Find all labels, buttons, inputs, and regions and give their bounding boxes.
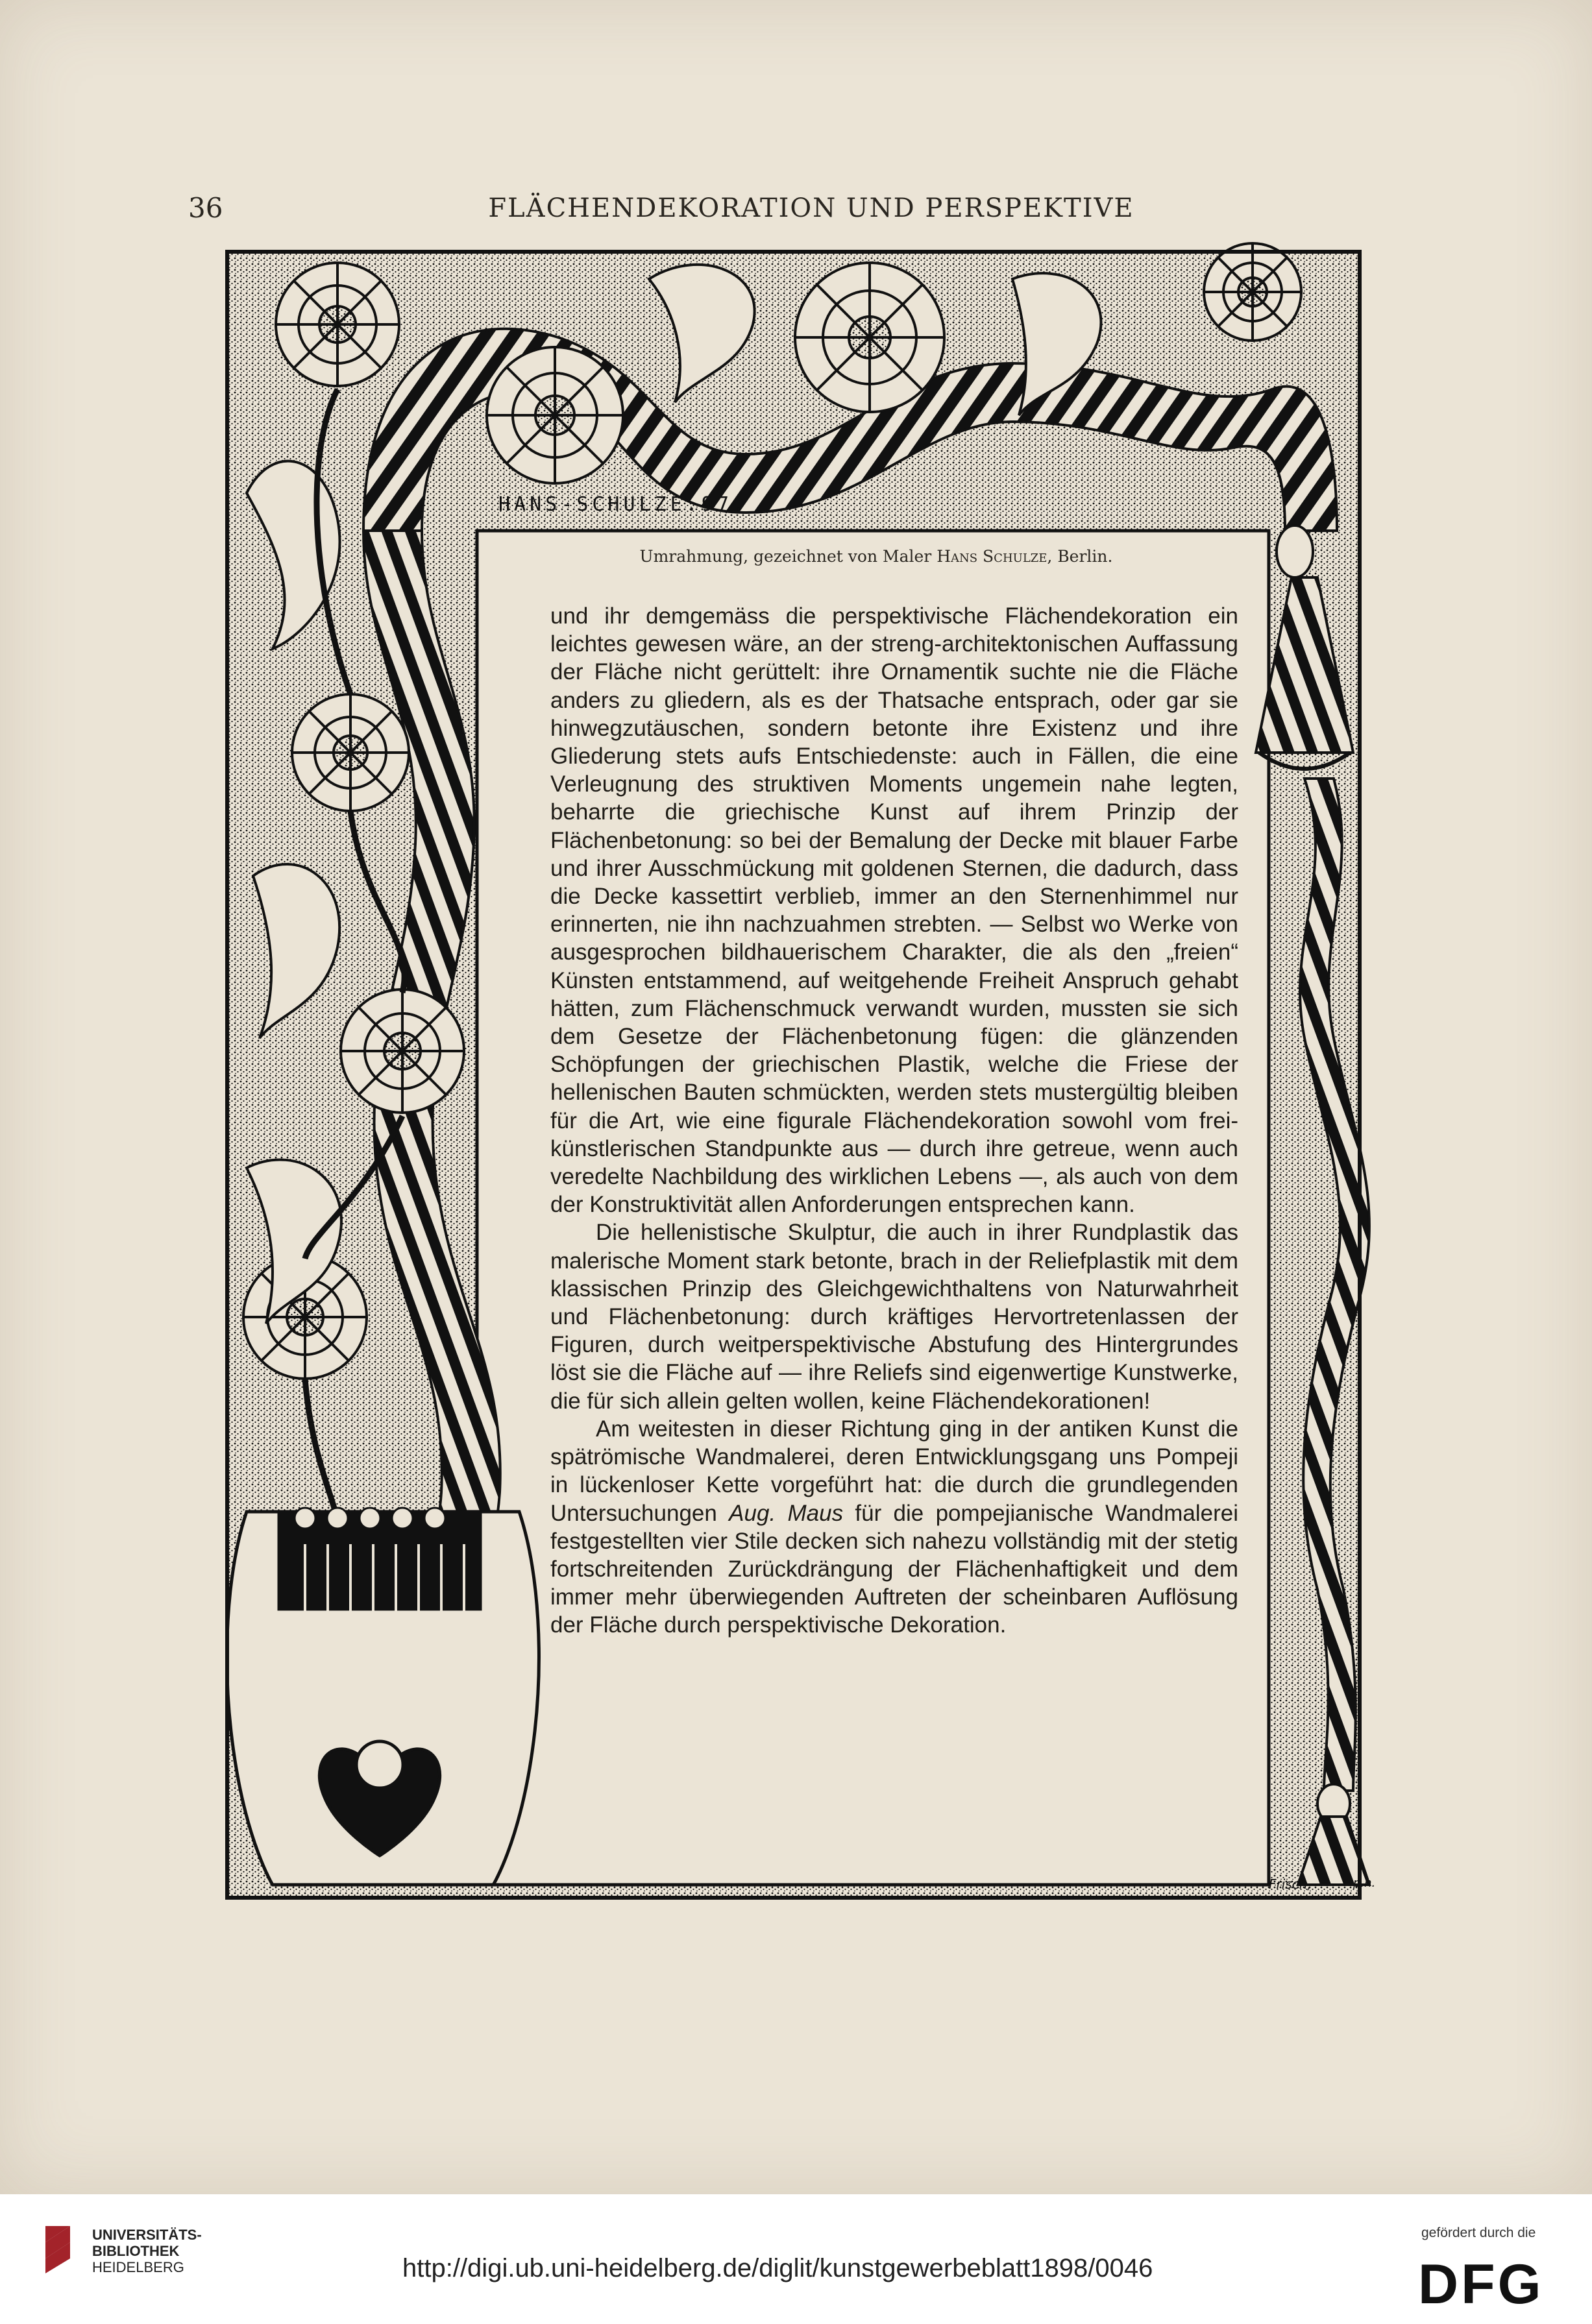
caption-artist-name: Hans Schulze xyxy=(937,547,1047,566)
engraver-mark-suffix: p.h. xyxy=(1353,1876,1376,1890)
library-name-line-2: BIBLIOTHEK xyxy=(92,2243,180,2259)
paragraph-3-part-2: für die pompejianische Wandmalerei festgestellten vier Stile decken sich nahezu vollständig mit der stetig fortschreitenden Zurückdrängung der Flächenhaftigkeit und dem immer mehr überwiegenden Auftreten der scheinbaren Auflösung der Fläche durch perspektivische Dekoration. xyxy=(550,1500,1238,1638)
artist-signature: HANS-SCHULZE.97. xyxy=(498,493,748,516)
caption-prefix: Umrahmung, gezeichnet von Maler xyxy=(639,547,932,566)
funding-note: gefördert durch die xyxy=(1421,2225,1536,2240)
article-body xyxy=(550,602,1238,1640)
figure-caption xyxy=(493,547,1259,566)
paragraph-1: und ihr demgemäss die perspektivische Flächendekoration ein leichtes gewesen wäre, an der streng-architektonischen Auffassung der Fläche nicht gerüttelt: ihre Ornamentik suchte nie die Fläche anders zu gliedern, als es der Thatsache entsprach, oder gar sie hinwegzutäuschen, sondern betonte ihre Existenz und ihre Gliederung stets aufs Entschiedenste: auch in Fällen, die eine Verleugnung des struktiven Moments ungemein nahe legten, beharrte die griechische Kunst auf ihrem Prinzip der Flächenbetonung: so bei der Bemalung der Decke mit blauer Farbe und ihrer Ausschmückung mit goldenen Sternen, die dadurch, dass die Decke kassettirt verblieb, immer an den Sternenhimmel nur erinnerten, nie ihn nachzuahmen strebten. — Selbst wo Werke von ausgesprochen bildhauerischem Charakter, die als den „freien“ Künsten entstammend, auf weitgehende Freiheit Anspruch gehabt hätten, zum Flächenschmuck verwandt wurden, mussten sie sich dem Gesetze der Flächenbetonung fügen: die glänzenden Schöpfungen der griechischen Plastik, welche die Friese der hellenischen Bauten schmückten, werden stets mustergültig bleiben für die Art, wie eine figurale Flächendekoration sowohl vom frei-künstlerischen Standpunkte aus — durch ihre getreue, wenn auch veredelte Nachbildung des wirklichen Lebens —, als auch von dem der Konstruktivität allen Anforderungen entsprechen kann. xyxy=(550,603,1238,1218)
page-number: 36 xyxy=(188,192,223,224)
paragraph-2: Die hellenistische Skulptur, die auch in ihrer Rundplastik das malerische Moment stark betonte, brach in der Reliefplastik mit dem klassischen Prinzip des Gleichgewichthaltens von Naturwahrheit und Flächenbetonung: durch kräftiges Hervortretenlassen der Figuren, durch weitperspektivische Abstufung des Hintergrundes löst sie die Fläche auf — ihre Reliefs sind eigenwertige Kunstwerke, die für sich allein gelten wollen, keine Flächendekorationen! xyxy=(550,1220,1238,1414)
university-library-logo-icon xyxy=(32,2223,84,2275)
paragraph-3 xyxy=(550,1415,1238,1640)
paragraph-3-part-1: Am weitesten in dieser Richtung ging in der antiken Kunst die spätrömische Wandmalerei, deren Entwicklungsgang uns Pompeji in lückenloser Kette vorgeführt hat: die durch die grundlegenden Untersuchungen xyxy=(550,1416,1238,1526)
caption-suffix: , Berlin. xyxy=(1047,547,1113,566)
lyre-ornament xyxy=(227,1508,539,1885)
cited-author: Aug. Maus xyxy=(729,1500,844,1526)
library-name-line-3: HEIDELBERG xyxy=(92,2259,184,2275)
engraver-mark: Frisch, xyxy=(1269,1876,1312,1892)
library-name xyxy=(92,2227,202,2275)
library-name-line-1: UNIVERSITÄTS- xyxy=(92,2227,202,2243)
dfg-logo: DFG xyxy=(1418,2253,1544,2316)
source-url-link[interactable]: http://digi.ub.uni-heidelberg.de/diglit/kunstgewerbeblatt1898/0046 xyxy=(402,2254,1153,2282)
running-head: FLÄCHENDEKORATION UND PERSPEKTIVE xyxy=(488,193,1134,223)
digitization-footer xyxy=(0,2194,1592,2324)
